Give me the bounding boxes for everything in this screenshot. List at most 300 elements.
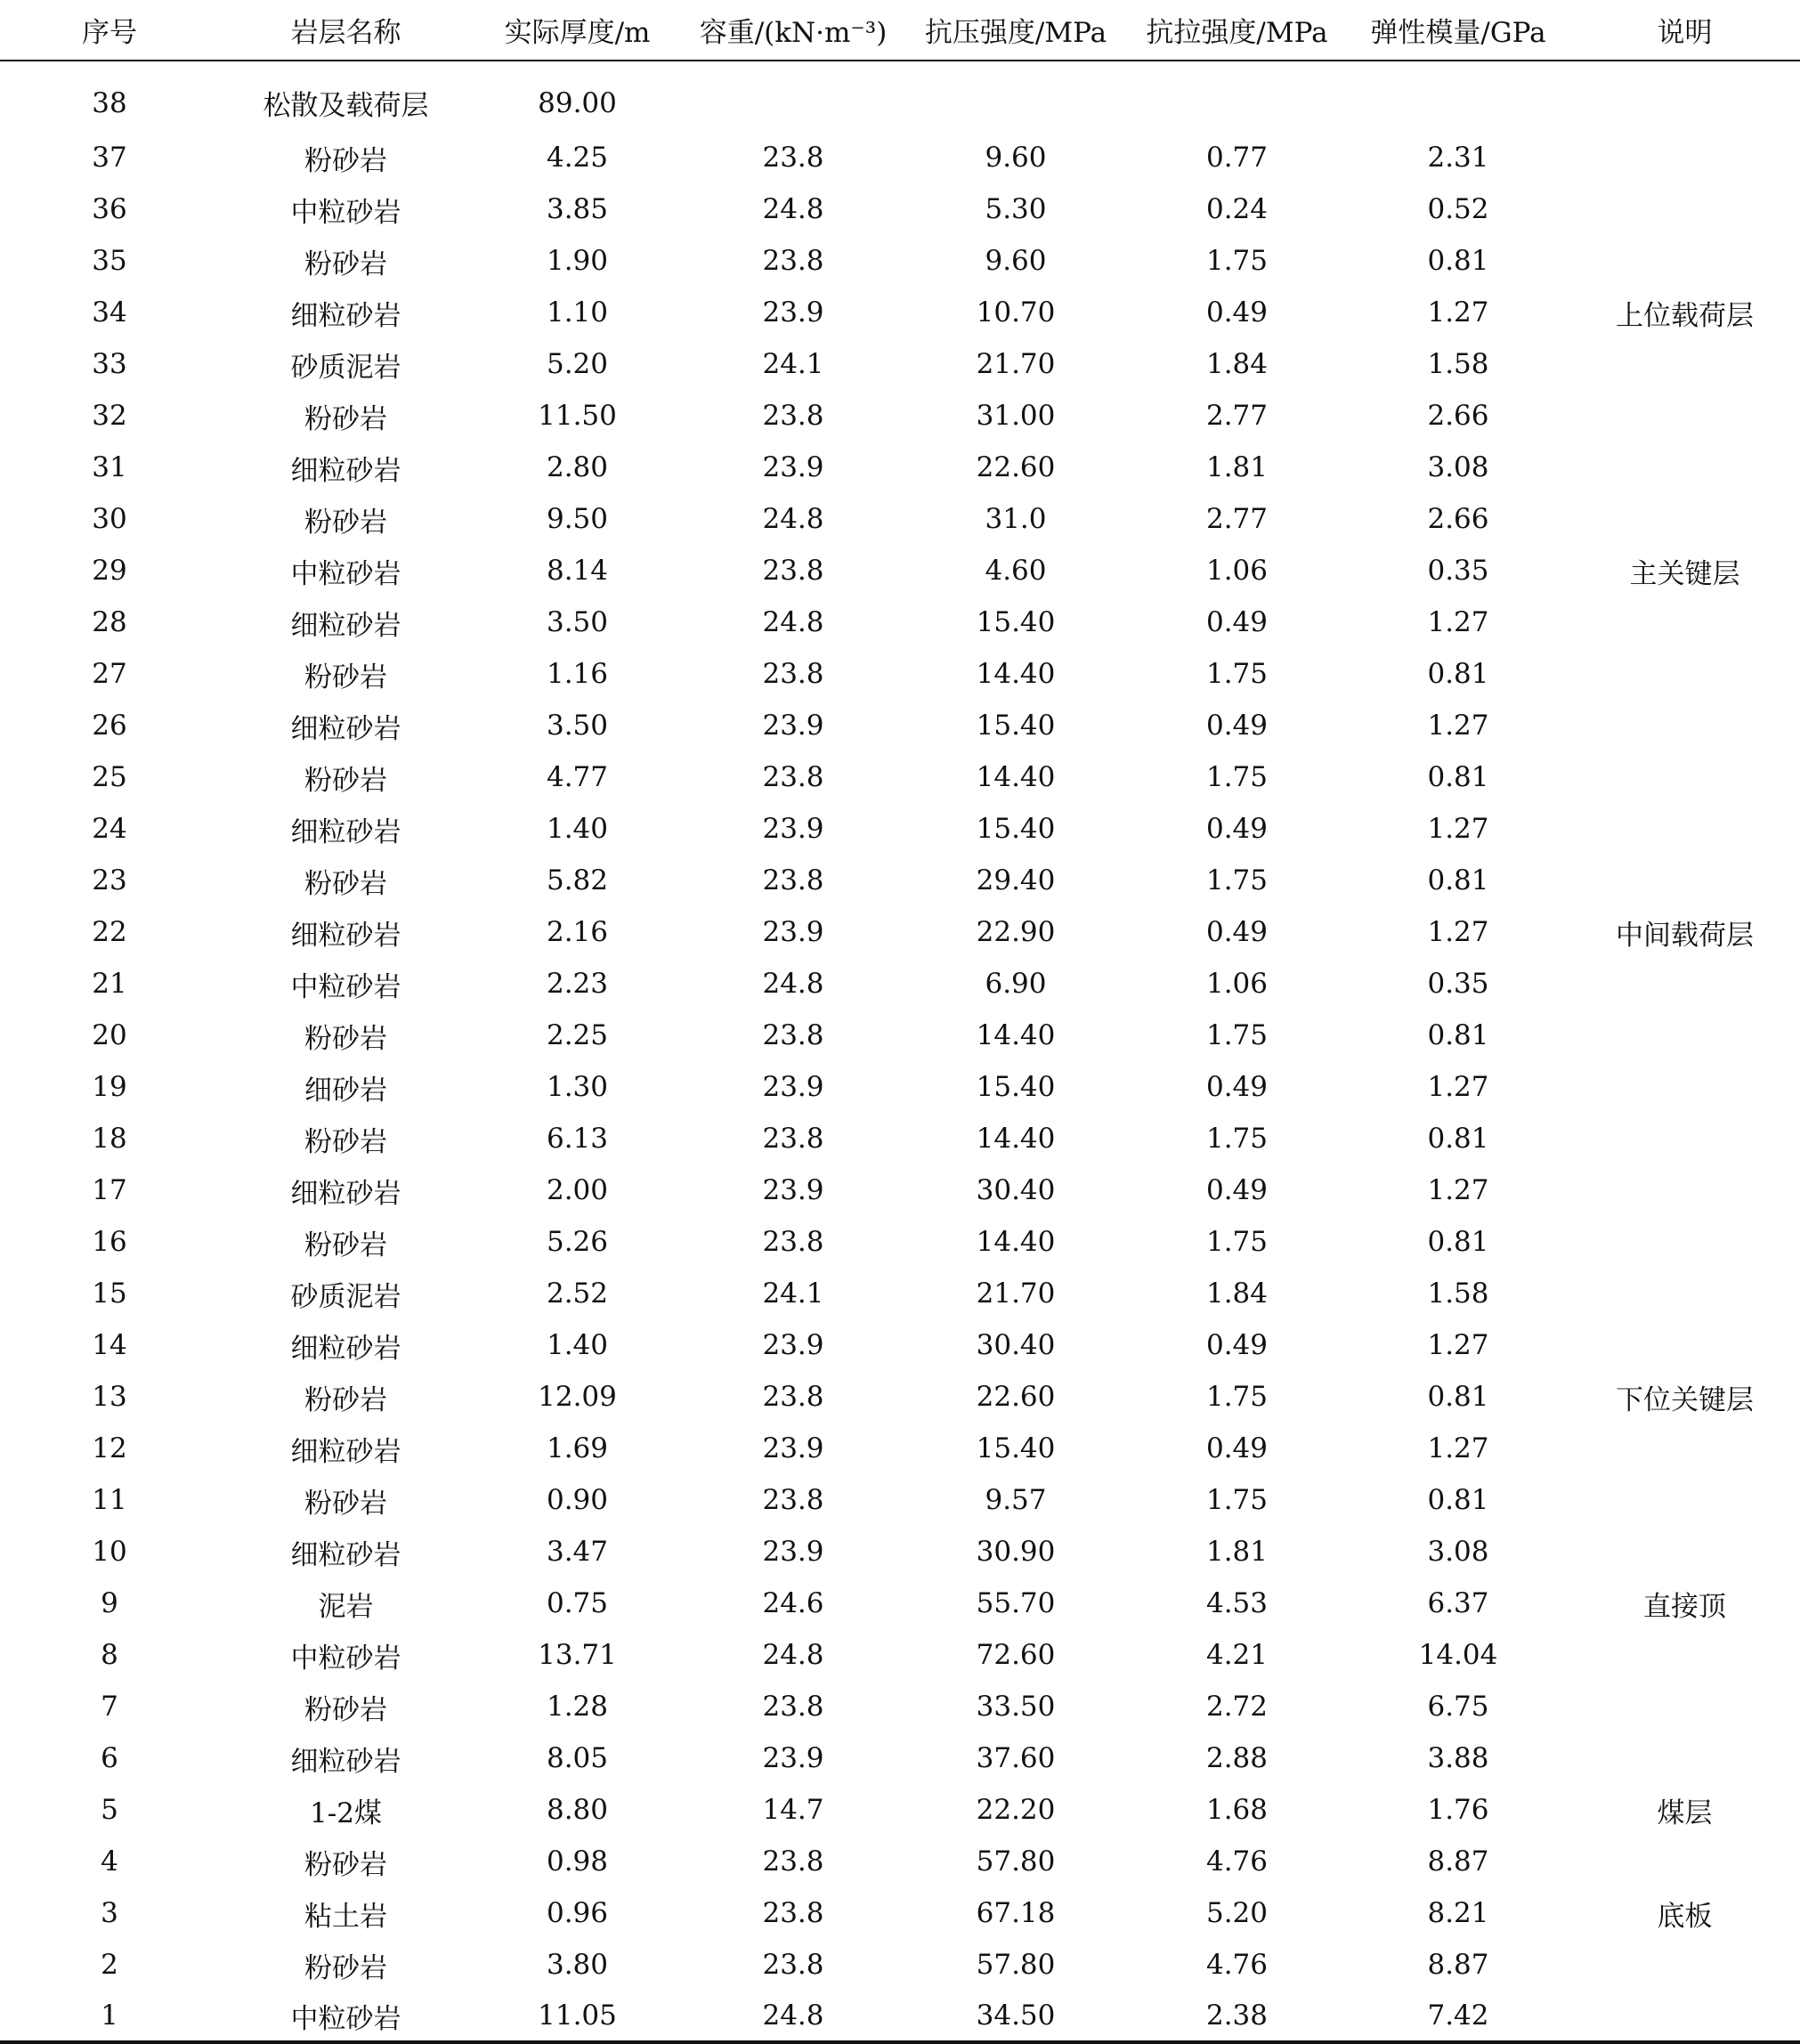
- cell-thickness: 3.50: [546, 710, 609, 742]
- table-row: [0, 1526, 1800, 1578]
- cell-rock-name: 细粒砂岩: [290, 1745, 401, 1778]
- cell-tensile-strength: 1.75: [1205, 1226, 1269, 1258]
- cell-tensile-strength: 0.49: [1205, 916, 1269, 948]
- cell-note: [1569, 132, 1800, 183]
- cell-rock-name: 细砂岩: [304, 1074, 387, 1107]
- cell-unit-weight: 23.8: [762, 1226, 824, 1258]
- cell-tensile-strength: 2.88: [1205, 1742, 1269, 1774]
- cell-compressive-strength: 9.60: [985, 245, 1047, 277]
- cell-thickness: 11.05: [473, 1991, 682, 2042]
- cell-index: 15: [92, 1278, 127, 1310]
- header-row: [0, 0, 1800, 61]
- table-row: [0, 1939, 1800, 1991]
- cell-unit-weight: 23.8: [762, 245, 824, 277]
- cell-elastic-modulus: 14.04: [1418, 1639, 1498, 1671]
- cell-rock-name: 中粒砂岩: [290, 970, 401, 1003]
- cell-note: 主关键层: [1629, 557, 1740, 590]
- cell-index: 32: [92, 400, 127, 432]
- cell-tensile-strength: 0.77: [1205, 142, 1269, 174]
- cell-thickness: 12.09: [538, 1381, 617, 1413]
- cell-unit-weight: 23.9: [762, 1742, 824, 1774]
- cell-thickness: 1.10: [546, 296, 609, 328]
- cell-note: [1569, 493, 1800, 545]
- cell-compressive-strength: 33.50: [976, 1691, 1056, 1723]
- cell-unit-weight: 23.8: [762, 658, 824, 690]
- cell-compressive-strength: 9.60: [985, 142, 1047, 174]
- table-row: [0, 855, 1800, 906]
- cell-rock-name: 粉砂岩: [304, 1848, 387, 1881]
- cell-thickness: 0.75: [546, 1587, 609, 1619]
- cell-tensile-strength: 1.06: [1205, 968, 1269, 1000]
- cell-tensile-strength: 1.75: [1205, 1484, 1269, 1516]
- cell-elastic-modulus: 1.27: [1427, 1432, 1489, 1464]
- cell-unit-weight: 24.8: [762, 606, 824, 638]
- cell-rock-name: 细粒砂岩: [290, 1435, 401, 1468]
- cell-tensile-strength: 1.81: [1205, 451, 1269, 483]
- cell-tensile-strength: 1.68: [1205, 1794, 1269, 1826]
- cell-index: 9: [101, 1587, 118, 1619]
- header-tensile: 抗拉强度/MPa: [1127, 0, 1347, 61]
- table-row: [0, 493, 1800, 545]
- cell-thickness: 3.80: [546, 1949, 609, 1981]
- header-index: 序号: [0, 0, 219, 61]
- cell-note: [1569, 1061, 1800, 1113]
- cell-unit-weight: 23.8: [762, 761, 824, 793]
- cell-rock-name: 粉砂岩: [304, 1022, 387, 1055]
- cell-rock-name: 中粒砂岩: [219, 1991, 473, 2042]
- cell-index: 3: [101, 1897, 118, 1929]
- cell-elastic-modulus: 0.35: [1427, 968, 1489, 1000]
- cell-elastic-modulus: 0.81: [1427, 658, 1489, 690]
- cell-tensile-strength: 4.76: [1205, 1949, 1269, 1981]
- table-row: [0, 700, 1800, 751]
- table-row: [0, 751, 1800, 803]
- cell-compressive-strength: 15.40: [976, 1432, 1056, 1464]
- cell-tensile-strength: 1.81: [1205, 1536, 1269, 1568]
- cell-elastic-modulus: 1.27: [1427, 1071, 1489, 1103]
- cell-elastic-modulus: 1.27: [1427, 606, 1489, 638]
- cell-thickness: 2.23: [546, 968, 609, 1000]
- cell-note: [1569, 1991, 1800, 2042]
- table-row: [0, 1010, 1800, 1061]
- cell-thickness: 9.50: [546, 503, 609, 535]
- cell-unit-weight: 23.8: [762, 1381, 824, 1413]
- cell-thickness: 1.30: [546, 1071, 609, 1103]
- cell-elastic-modulus: 6.75: [1427, 1691, 1489, 1723]
- cell-unit-weight: 23.9: [762, 1071, 824, 1103]
- cell-note: 下位关键层: [1616, 1383, 1754, 1416]
- cell-thickness: 8.05: [546, 1742, 609, 1774]
- cell-thickness: 3.47: [546, 1536, 609, 1568]
- cell-note: [1569, 1010, 1800, 1061]
- table-row: [0, 1061, 1800, 1113]
- cell-unit-weight: 23.8: [762, 1019, 824, 1051]
- table-row: [0, 235, 1800, 287]
- cell-index: 1: [0, 1991, 219, 2042]
- cell-index: 17: [92, 1174, 127, 1206]
- cell-thickness: 2.80: [546, 451, 609, 483]
- cell-tensile-strength: [1127, 61, 1347, 132]
- cell-elastic-modulus: 2.66: [1427, 503, 1489, 535]
- cell-compressive-strength: 21.70: [976, 348, 1056, 380]
- cell-note: [1569, 235, 1800, 287]
- cell-elastic-modulus: 3.88: [1427, 1742, 1489, 1774]
- cell-elastic-modulus: 1.27: [1427, 296, 1489, 328]
- cell-tensile-strength: 0.24: [1205, 193, 1269, 225]
- cell-unit-weight: 23.9: [762, 1329, 824, 1361]
- cell-note: [1569, 596, 1800, 648]
- cell-compressive-strength: 57.80: [976, 1949, 1056, 1981]
- cell-compressive-strength: 14.40: [976, 1123, 1056, 1155]
- cell-unit-weight: 23.8: [762, 142, 824, 174]
- cell-unit-weight: 23.8: [762, 1484, 824, 1516]
- cell-elastic-modulus: 1.27: [1427, 710, 1489, 742]
- cell-note: [1569, 648, 1800, 700]
- cell-thickness: 1.90: [546, 245, 609, 277]
- table-row: [0, 1629, 1800, 1681]
- cell-unit-weight: 23.8: [762, 1691, 824, 1723]
- cell-rock-name: 砂质泥岩: [290, 1280, 401, 1313]
- cell-unit-weight: 23.8: [762, 1845, 824, 1878]
- cell-note: [1569, 1732, 1800, 1784]
- cell-compressive-strength: 34.50: [904, 1991, 1127, 2042]
- cell-rock-name: 中粒砂岩: [290, 557, 401, 590]
- cell-index: 30: [92, 503, 127, 535]
- cell-note: [1569, 1939, 1800, 1991]
- cell-thickness: 5.82: [546, 864, 609, 896]
- cell-note: [1569, 1268, 1800, 1319]
- cell-unit-weight: 24.1: [762, 348, 824, 380]
- cell-tensile-strength: 2.38: [1127, 1991, 1347, 2042]
- cell-index: 31: [92, 451, 127, 483]
- cell-rock-name: 粉砂岩: [304, 867, 387, 900]
- cell-index: 37: [92, 142, 127, 174]
- cell-thickness: 4.25: [546, 142, 609, 174]
- cell-tensile-strength: 1.06: [1205, 555, 1269, 587]
- cell-compressive-strength: 15.40: [976, 710, 1056, 742]
- cell-compressive-strength: 15.40: [976, 1071, 1056, 1103]
- cell-rock-name: 粘土岩: [304, 1900, 387, 1933]
- cell-tensile-strength: 2.77: [1205, 503, 1269, 535]
- cell-note: [1569, 855, 1800, 906]
- cell-thickness: 2.16: [546, 916, 609, 948]
- table-row: [0, 1681, 1800, 1732]
- cell-index: 18: [92, 1123, 127, 1155]
- cell-thickness: 5.26: [546, 1226, 609, 1258]
- cell-index: 11: [92, 1484, 127, 1516]
- cell-compressive-strength: 31.00: [976, 400, 1056, 432]
- cell-tensile-strength: 0.49: [1205, 606, 1269, 638]
- cell-elastic-modulus: 0.81: [1427, 1226, 1489, 1258]
- cell-thickness: 0.96: [546, 1897, 609, 1929]
- cell-compressive-strength: 22.60: [976, 451, 1056, 483]
- cell-note: [1569, 390, 1800, 442]
- table-row: [0, 803, 1800, 855]
- cell-thickness: 4.77: [546, 761, 609, 793]
- cell-thickness: 2.52: [546, 1278, 609, 1310]
- cell-index: 27: [92, 658, 127, 690]
- cell-thickness: 1.28: [546, 1691, 609, 1723]
- cell-elastic-modulus: 1.27: [1427, 916, 1489, 948]
- cell-thickness: 8.14: [546, 555, 609, 587]
- cell-index: 5: [101, 1794, 118, 1826]
- cell-tensile-strength: 0.49: [1205, 1432, 1269, 1464]
- cell-compressive-strength: 4.60: [985, 555, 1047, 587]
- cell-elastic-modulus: 0.81: [1427, 1019, 1489, 1051]
- cell-elastic-modulus: 0.81: [1427, 1484, 1489, 1516]
- cell-rock-name: 粉砂岩: [304, 1383, 387, 1416]
- cell-compressive-strength: 72.60: [976, 1639, 1056, 1671]
- cell-elastic-modulus: 1.58: [1427, 348, 1489, 380]
- cell-elastic-modulus: 3.08: [1427, 1536, 1489, 1568]
- cell-note: [1569, 1474, 1800, 1526]
- cell-compressive-strength: 14.40: [976, 1019, 1056, 1051]
- cell-elastic-modulus: 8.87: [1427, 1845, 1489, 1878]
- cell-index: 8: [101, 1639, 118, 1671]
- cell-rock-name: 泥岩: [318, 1590, 374, 1623]
- table-row: [0, 338, 1800, 390]
- cell-tensile-strength: 1.75: [1205, 1381, 1269, 1413]
- cell-elastic-modulus: 0.81: [1427, 864, 1489, 896]
- cell-index: 25: [92, 761, 127, 793]
- table-row: [0, 1474, 1800, 1526]
- cell-elastic-modulus: 0.52: [1427, 193, 1489, 225]
- cell-thickness: 5.20: [546, 348, 609, 380]
- cell-unit-weight: 23.9: [762, 296, 824, 328]
- cell-rock-name: 细粒砂岩: [290, 454, 401, 487]
- cell-rock-name: 粉砂岩: [304, 1487, 387, 1520]
- cell-note: [1569, 1526, 1800, 1578]
- cell-thickness: 1.16: [546, 658, 609, 690]
- table-row: [0, 442, 1800, 493]
- cell-tensile-strength: 1.75: [1205, 1123, 1269, 1155]
- cell-note: 中间载荷层: [1616, 919, 1754, 952]
- cell-tensile-strength: 2.77: [1205, 400, 1269, 432]
- cell-elastic-modulus: 1.76: [1427, 1794, 1489, 1826]
- header-name: 岩层名称: [219, 0, 473, 61]
- cell-note: 底板: [1657, 1900, 1713, 1933]
- cell-elastic-modulus: 1.27: [1427, 1329, 1489, 1361]
- cell-elastic-modulus: 8.87: [1427, 1949, 1489, 1981]
- cell-note: [1569, 1216, 1800, 1268]
- cell-rock-name: 粉砂岩: [304, 1951, 387, 1984]
- cell-rock-name: 粉砂岩: [304, 402, 387, 435]
- cell-tensile-strength: 5.20: [1205, 1897, 1269, 1929]
- cell-unit-weight: 23.9: [762, 813, 824, 845]
- cell-note: [1569, 751, 1800, 803]
- cell-index: 7: [101, 1691, 118, 1723]
- cell-rock-name: 细粒砂岩: [290, 1332, 401, 1365]
- cell-note: [1569, 1319, 1800, 1371]
- cell-thickness: 0.98: [546, 1845, 609, 1878]
- cell-compressive-strength: 6.90: [985, 968, 1047, 1000]
- cell-note: [1569, 61, 1800, 132]
- header-thickness: 实际厚度/m: [473, 0, 682, 61]
- cell-compressive-strength: 15.40: [976, 813, 1056, 845]
- cell-note: [1569, 1629, 1800, 1681]
- cell-tensile-strength: 0.49: [1205, 1071, 1269, 1103]
- cell-tensile-strength: 1.75: [1205, 1019, 1269, 1051]
- cell-elastic-modulus: 2.66: [1427, 400, 1489, 432]
- cell-compressive-strength: 5.30: [985, 193, 1047, 225]
- cell-elastic-modulus: 6.37: [1427, 1587, 1489, 1619]
- header-modulus: 弹性模量/GPa: [1347, 0, 1569, 61]
- cell-tensile-strength: 1.75: [1205, 761, 1269, 793]
- cell-unit-weight: [682, 61, 904, 132]
- cell-note: 直接顶: [1643, 1590, 1726, 1623]
- table-row: [0, 61, 1800, 132]
- cell-tensile-strength: 4.76: [1205, 1845, 1269, 1878]
- cell-tensile-strength: 4.21: [1205, 1639, 1269, 1671]
- cell-rock-name: 中粒砂岩: [290, 196, 401, 229]
- cell-thickness: 1.69: [546, 1432, 609, 1464]
- cell-index: 14: [92, 1329, 127, 1361]
- cell-tensile-strength: 4.53: [1205, 1587, 1269, 1619]
- cell-tensile-strength: 1.84: [1205, 1278, 1269, 1310]
- table-row: [0, 1732, 1800, 1784]
- cell-rock-name: 粉砂岩: [304, 1693, 387, 1726]
- cell-compressive-strength: 15.40: [976, 606, 1056, 638]
- cell-unit-weight: 23.8: [762, 1123, 824, 1155]
- table-row: [0, 545, 1800, 596]
- cell-compressive-strength: 67.18: [976, 1897, 1056, 1929]
- cell-elastic-modulus: [1347, 61, 1569, 132]
- cell-note: [1569, 1423, 1800, 1474]
- cell-rock-name: 粉砂岩: [304, 144, 387, 177]
- cell-index: 6: [101, 1742, 118, 1774]
- cell-tensile-strength: 1.75: [1205, 245, 1269, 277]
- cell-unit-weight: 24.1: [762, 1278, 824, 1310]
- cell-unit-weight: 23.9: [762, 1174, 824, 1206]
- cell-rock-name: 中粒砂岩: [290, 1642, 401, 1675]
- cell-elastic-modulus: 0.81: [1427, 245, 1489, 277]
- cell-index: 21: [92, 968, 127, 1000]
- cell-unit-weight: 24.6: [762, 1587, 824, 1619]
- cell-compressive-strength: 14.40: [976, 658, 1056, 690]
- cell-tensile-strength: 0.49: [1205, 1174, 1269, 1206]
- cell-unit-weight: 23.9: [762, 1536, 824, 1568]
- cell-index: 13: [92, 1381, 127, 1413]
- cell-thickness: 3.50: [546, 606, 609, 638]
- cell-unit-weight: 24.8: [762, 503, 824, 535]
- cell-note: [1569, 803, 1800, 855]
- cell-compressive-strength: 31.0: [985, 503, 1047, 535]
- cell-compressive-strength: 22.20: [976, 1794, 1056, 1826]
- cell-tensile-strength: 0.49: [1205, 813, 1269, 845]
- table-row: [0, 1371, 1800, 1423]
- cell-rock-name: 粉砂岩: [304, 506, 387, 539]
- cell-unit-weight: 23.8: [762, 400, 824, 432]
- cell-unit-weight: 23.9: [762, 451, 824, 483]
- cell-unit-weight: 24.8: [762, 193, 824, 225]
- cell-compressive-strength: 22.60: [976, 1381, 1056, 1413]
- cell-compressive-strength: 37.60: [976, 1742, 1056, 1774]
- cell-elastic-modulus: 7.42: [1347, 1991, 1569, 2042]
- cell-compressive-strength: 10.70: [976, 296, 1056, 328]
- table-row: [0, 183, 1800, 235]
- cell-unit-weight: 23.8: [762, 555, 824, 587]
- table-row: [0, 132, 1800, 183]
- cell-compressive-strength: 9.57: [985, 1484, 1047, 1516]
- cell-rock-name: 细粒砂岩: [290, 815, 401, 848]
- cell-unit-weight: 14.7: [762, 1794, 824, 1826]
- cell-compressive-strength: 22.90: [976, 916, 1056, 948]
- cell-compressive-strength: 55.70: [976, 1587, 1056, 1619]
- cell-note: [1569, 183, 1800, 235]
- cell-thickness: 11.50: [538, 400, 617, 432]
- cell-note: [1569, 1164, 1800, 1216]
- cell-note: [1569, 958, 1800, 1010]
- cell-unit-weight: 23.9: [762, 710, 824, 742]
- table-row: [0, 390, 1800, 442]
- cell-elastic-modulus: 1.58: [1427, 1278, 1489, 1310]
- cell-compressive-strength: 14.40: [976, 761, 1056, 793]
- cell-unit-weight: 23.8: [762, 1897, 824, 1929]
- cell-index: 24: [92, 813, 127, 845]
- cell-thickness: 8.80: [546, 1794, 609, 1826]
- cell-index: 12: [92, 1432, 127, 1464]
- cell-elastic-modulus: 0.81: [1427, 1381, 1489, 1413]
- cell-thickness: 6.13: [546, 1123, 609, 1155]
- table-row: [0, 1319, 1800, 1371]
- cell-rock-name: 砂质泥岩: [290, 351, 401, 384]
- cell-index: 26: [92, 710, 127, 742]
- cell-note: [1569, 1836, 1800, 1887]
- cell-unit-weight: 24.8: [762, 968, 824, 1000]
- cell-compressive-strength: 30.40: [976, 1174, 1056, 1206]
- cell-rock-name: 1-2煤: [310, 1797, 382, 1829]
- cell-rock-name: 细粒砂岩: [290, 919, 401, 952]
- cell-index: 34: [92, 296, 127, 328]
- cell-thickness: 0.90: [546, 1484, 609, 1516]
- cell-note: [1569, 442, 1800, 493]
- cell-rock-name: 细粒砂岩: [290, 609, 401, 642]
- cell-elastic-modulus: 8.21: [1427, 1897, 1489, 1929]
- cell-elastic-modulus: 1.27: [1427, 813, 1489, 845]
- cell-tensile-strength: 0.49: [1205, 296, 1269, 328]
- table-row: [0, 1784, 1800, 1836]
- cell-rock-name: 细粒砂岩: [290, 1538, 401, 1571]
- header-note: 说明: [1569, 0, 1800, 61]
- table-row: [0, 1578, 1800, 1629]
- cell-rock-name: 细粒砂岩: [290, 299, 401, 332]
- cell-compressive-strength: [904, 61, 1127, 132]
- cell-unit-weight: 23.8: [762, 1949, 824, 1981]
- cell-thickness: 1.40: [546, 1329, 609, 1361]
- table-row: [0, 1991, 1800, 2042]
- table-row: [0, 1423, 1800, 1474]
- table-row: [0, 1836, 1800, 1887]
- table-row: [0, 1164, 1800, 1216]
- cell-index: 28: [92, 606, 127, 638]
- cell-tensile-strength: 2.72: [1205, 1691, 1269, 1723]
- cell-compressive-strength: 57.80: [976, 1845, 1056, 1878]
- header-compressive: 抗压强度/MPa: [904, 0, 1127, 61]
- table-row: [0, 1216, 1800, 1268]
- cell-unit-weight: 23.8: [762, 864, 824, 896]
- cell-tensile-strength: 0.49: [1205, 1329, 1269, 1361]
- cell-thickness: 89.00: [538, 86, 617, 119]
- cell-note: [1569, 338, 1800, 390]
- cell-index: 36: [92, 193, 127, 225]
- cell-tensile-strength: 1.84: [1205, 348, 1269, 380]
- cell-rock-name: 粉砂岩: [304, 764, 387, 797]
- cell-rock-name: 松散及载荷层: [263, 90, 429, 122]
- cell-tensile-strength: 1.75: [1205, 658, 1269, 690]
- table-row: [0, 1113, 1800, 1164]
- cell-thickness: 1.40: [546, 813, 609, 845]
- table-row: [0, 1887, 1800, 1939]
